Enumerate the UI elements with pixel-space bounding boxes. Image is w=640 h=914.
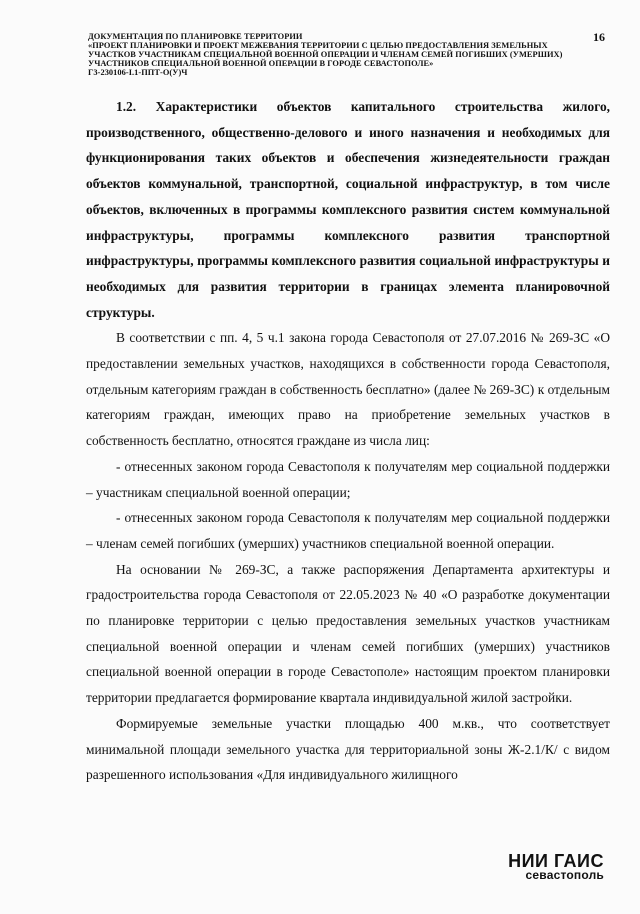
paragraph-4: На основании № 269-ЗС, а также распоряжения Департамента архитектуры и градостроительства города Севастополя от 22.05.2023 № 40 «О разработке документации по планировке территории с целью предоставления земельных участков участникам специальной военной операции и членам семей погибших (умерших) участников специальной военной операции в городе Севастополе» настоящим проектом планировки территории предлагается формирование квартала индивидуальной жилой застройки. bbox=[86, 561, 610, 706]
section-heading: 1.2. Характеристики объектов капитального строительства жилого, производственного, общественно-делового и иного назначения и необходимых для функционирования таких объектов и обеспечения жизнедеятельности граждан объектов коммунальной, транспортной, социальной инфраструктур, в том числе объектов, включенных в программы комплексного развития систем коммунальной инфраструктуры, программы комплексного развития транспортной инфраструктуры, программы комплексного развития социальной инфраструктуры и необходимых для развития территории в границах элемента планировочной структуры. bbox=[86, 99, 610, 320]
paragraph-5: Формируемые земельные участки площадью 400 м.кв., что соответствует минимальной площади земельного участка для территориальной зоны Ж-2.1/К/ с видом разрешенного использования «Для индивидуального жилищного bbox=[86, 715, 610, 783]
header-line-3: УЧАСТКОВ УЧАСТНИКАМ СПЕЦИАЛЬНОЙ ВОЕННОЙ ОПЕРАЦИИ И ЧЛЕНАМ СЕМЕЙ ПОГИБШИХ (УМЕРШИХ) bbox=[88, 50, 563, 59]
document-header bbox=[88, 32, 563, 77]
header-line-1: ДОКУМЕНТАЦИЯ ПО ПЛАНИРОВКЕ ТЕРРИТОРИИ bbox=[88, 32, 303, 41]
header-line-4: УЧАСТНИКОВ СПЕЦИАЛЬНОЙ ВОЕННОЙ ОПЕРАЦИИ В ГОРОДЕ СЕВАСТОПОЛЕ» bbox=[88, 59, 434, 68]
paragraph-3: - отнесенных законом города Севастополя к получателям мер социальной поддержки – членам семей погибших (умерших) участников специальной военной операции. bbox=[86, 510, 610, 551]
header-line-5: Г3-230106-I.1-ППТ-О(У)Ч bbox=[88, 68, 188, 77]
logo-main-text: НИИ ГАИС bbox=[508, 851, 604, 871]
logo-sub-text: севастополь bbox=[525, 868, 604, 882]
paragraph-1: В соответствии с пп. 4, 5 ч.1 закона города Севастополя от 27.07.2016 № 269-ЗС «О предоставлении земельных участков, находящихся в собственности города Севастополя, отдельным категориям граждан в собственность бесплатно» (далее № 269-ЗС) к отдельным категориям граждан, имеющих право на приобретение земельных участков в собственность бесплатно, относятся граждане из числа лиц: bbox=[86, 330, 610, 449]
page-number: 16 bbox=[593, 30, 605, 44]
nii-gais-logo bbox=[484, 852, 604, 892]
paragraph-2: - отнесенных законом города Севастополя к получателям мер социальной поддержки – участникам специальной военной операции; bbox=[86, 458, 610, 500]
header-line-2: «ПРОЕКТ ПЛАНИРОВКИ И ПРОЕКТ МЕЖЕВАНИЯ ТЕРРИТОРИИ С ЦЕЛЬЮ ПРЕДОСТАВЛЕНИЯ ЗЕМЕЛЬНЫХ bbox=[88, 41, 548, 50]
document-body bbox=[86, 94, 610, 788]
